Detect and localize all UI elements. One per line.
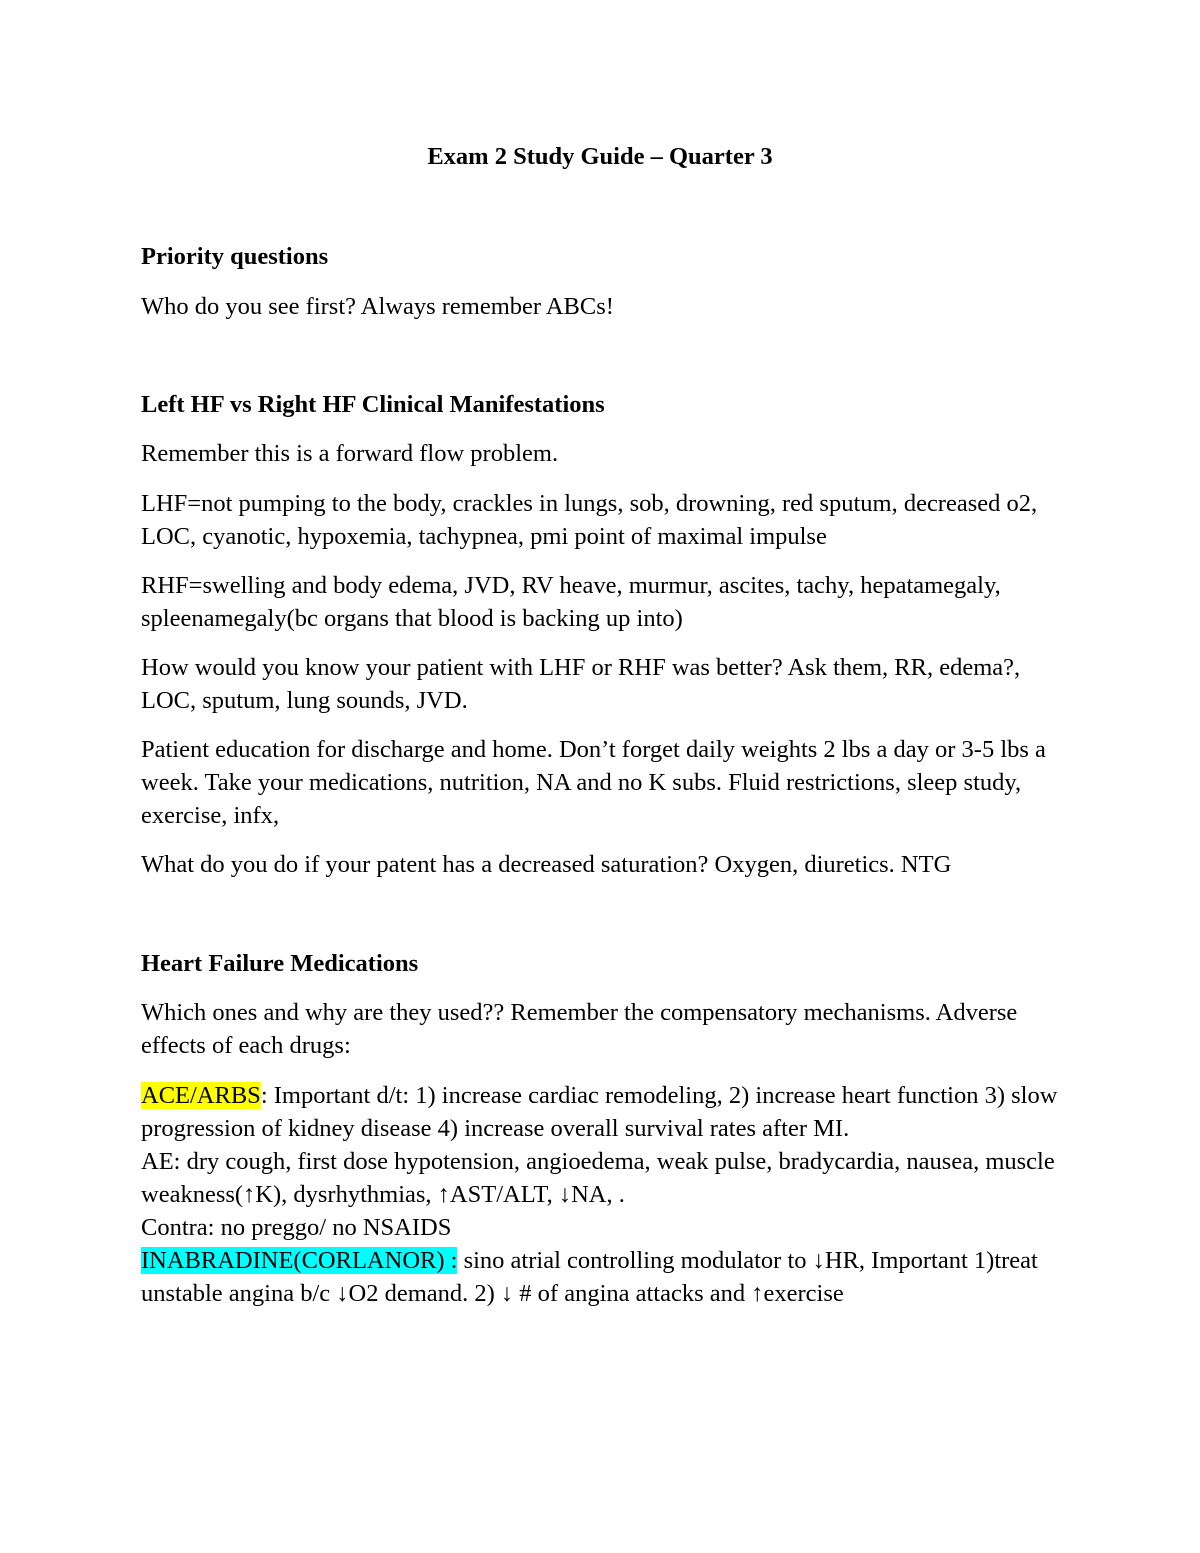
page-title: Exam 2 Study Guide – Quarter 3 <box>427 143 773 170</box>
hf-heading: Left HF vs Right HF Clinical Manifestations <box>141 391 605 418</box>
ace-arbs-adverse-effects: AE: dry cough, first dose hypotension, angioedema, weak pulse, bradycardia, nausea, muscle weakness(↑K), dysrhythmias, ↑AST/ALT, ↓NA, . <box>141 1148 1055 1208</box>
ace-arbs-paragraph <box>141 1079 1061 1145</box>
inabradine-label: INABRADINE(CORLANOR) : <box>141 1247 458 1274</box>
hf-paragraph-1: Remember this is a forward flow problem. <box>141 440 559 467</box>
meds-heading: Heart Failure Medications <box>141 950 419 977</box>
ace-arbs-label: ACE/ARBS <box>141 1082 261 1109</box>
hf-paragraph-lhf: LHF=not pumping to the body, crackles in lungs, sob, drowning, red sputum, decreased o2, LOC, cyanotic, hypoxemia, tachypnea, pmi point of maximal impulse <box>141 490 1038 550</box>
inabradine-text: sino atrial controlling modulator to ↓HR, Important 1)treat unstable angina b/c ↓O2 demand. 2) ↓ # of angina attacks and ↑exercise <box>141 1247 1038 1307</box>
inabradine-paragraph <box>141 1244 1061 1310</box>
meds-intro: Which ones and why are they used?? Remember the compensatory mechanisms. Adverse effects of each drugs: <box>141 999 1018 1059</box>
ace-arbs-text: : Important d/t: 1) increase cardiac remodeling, 2) increase heart function 3) slow progression of kidney disease 4) increase overall survival rates after MI. <box>141 1082 1058 1142</box>
hf-paragraph-rhf: RHF=swelling and body edema, JVD, RV heave, murmur, ascites, tachy, hepatamegaly, spleenamegaly(bc organs that blood is backing up into) <box>141 572 1001 632</box>
hf-paragraph-saturation: What do you do if your patent has a decreased saturation? Oxygen, diuretics. NTG <box>141 851 952 878</box>
hf-paragraph-better: How would you know your patient with LHF or RHF was better? Ask them, RR, edema?, LOC, sputum, lung sounds, JVD. <box>141 654 1021 714</box>
priority-text: Who do you see first? Always remember ABCs! <box>141 293 614 320</box>
document-body <box>141 140 1061 1310</box>
hf-paragraph-education: Patient education for discharge and home. Don’t forget daily weights 2 lbs a day or 3-5 lbs a week. Take your medications, nutrition, NA and no K subs. Fluid restrictions, sleep study, exercise, infx, <box>141 736 1046 829</box>
ace-arbs-contra: Contra: no preggo/ no NSAIDS <box>141 1214 452 1241</box>
priority-heading: Priority questions <box>141 243 329 270</box>
